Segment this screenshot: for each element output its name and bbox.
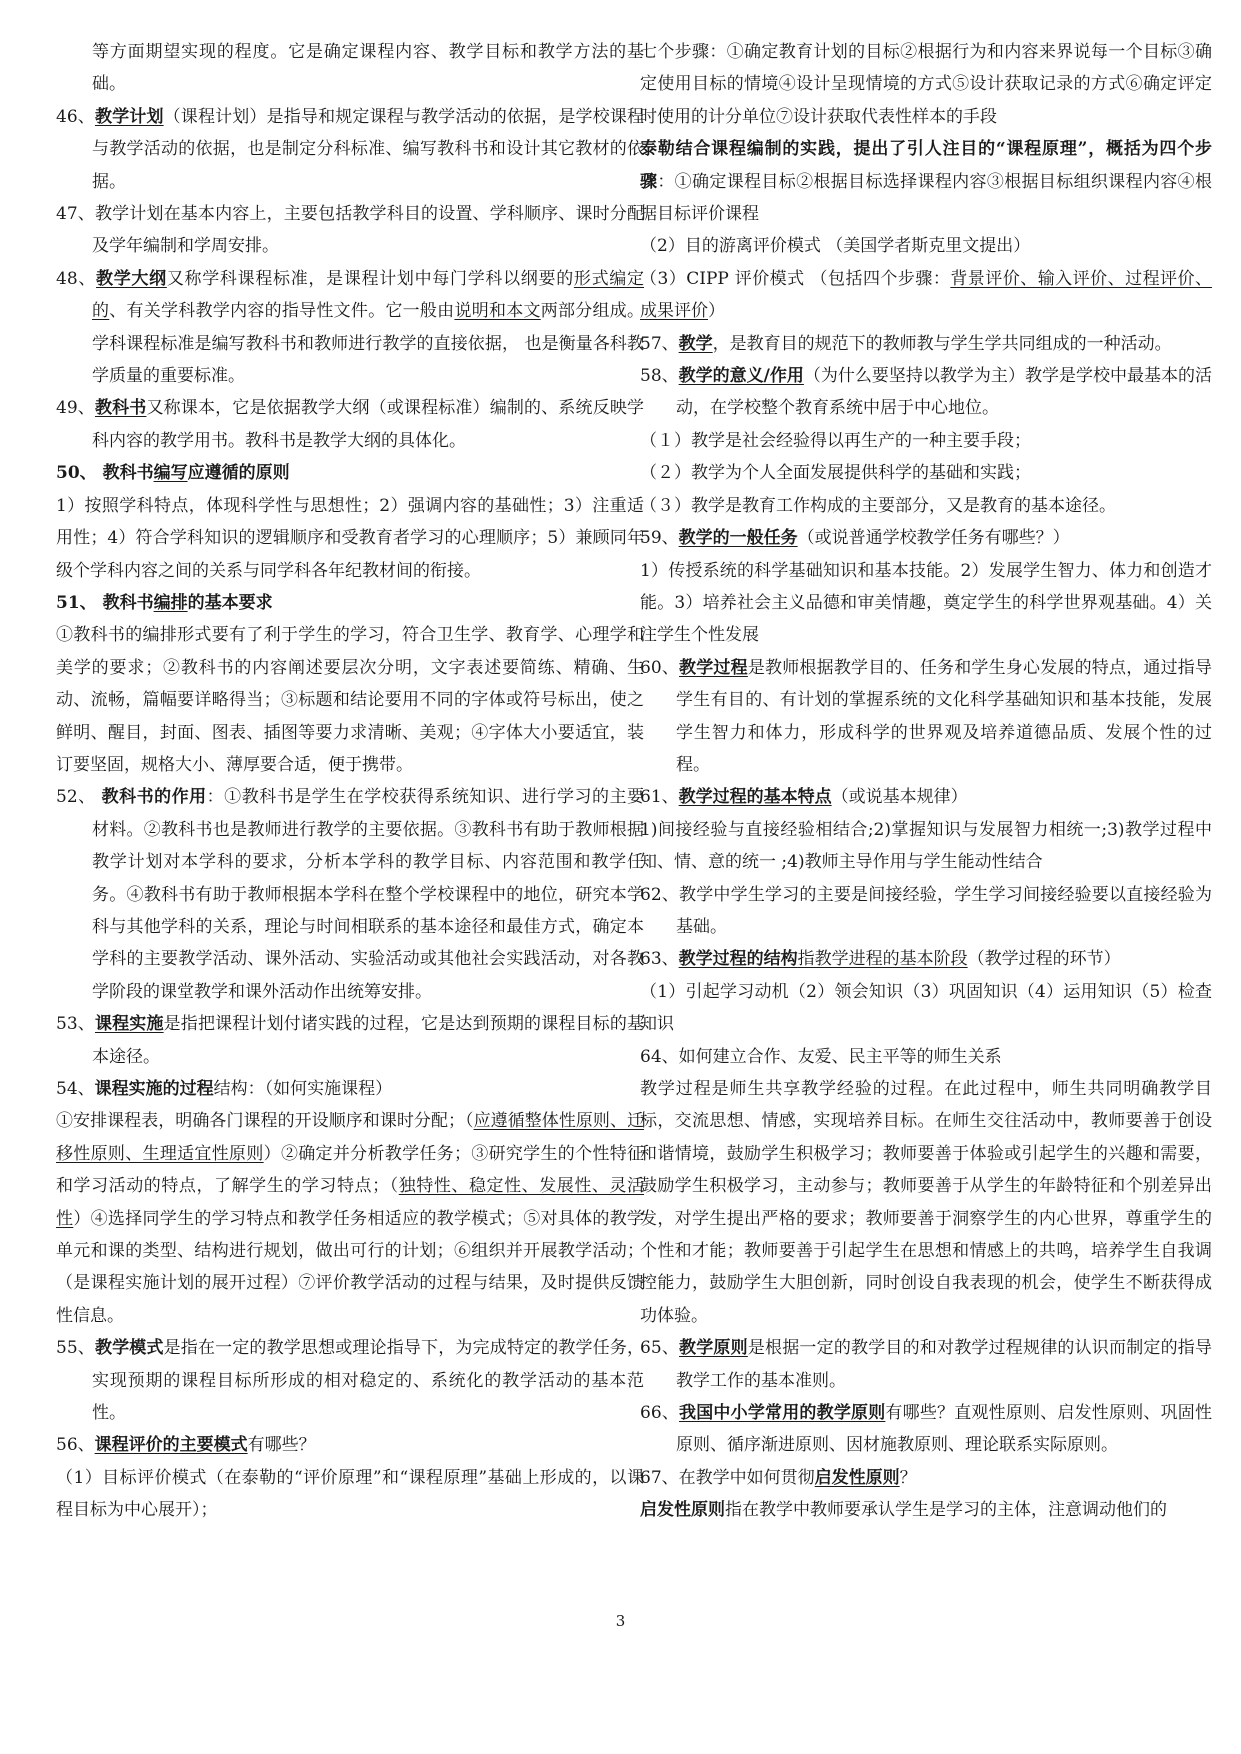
bold-term: 的基本要求 <box>187 592 273 613</box>
text-run: （２）教学为个人全面发展提供科学的基础和实践； <box>640 463 1031 484</box>
bold-term: 课程评价的主要模式 <box>94 1435 248 1456</box>
text-run: 64、如何建立合作、友爱、民主平等的师生关系 <box>640 1046 1002 1067</box>
text-run: （2）目的游离评价模式 （美国学者斯克里文提出） <box>640 236 1031 257</box>
paragraph <box>640 36 1212 133</box>
text-run: 1)间接经验与直接经验相结合;2)掌握知识与发展智力相统一;3)教学过程中知、情、意的统一 ;4)教师主导作用与学生能动性结合 <box>640 819 1212 873</box>
paragraph <box>640 328 1212 360</box>
text-run: 65、 <box>640 1338 680 1359</box>
text-run: 是指在一定的教学思想或理论指导下，为完成特定的教学任务，实现预期的课程目标所形成的相对稳定的、系统化的教学活动的基本范性。 <box>92 1338 645 1424</box>
paragraph <box>56 490 644 587</box>
text-run: 是指把课程计划付诸实践的过程，它是达到预期的课程目标的基本途径。 <box>92 1014 645 1067</box>
text-run: 、有关学科教学内容的指导性文件。它一般由 <box>109 301 455 322</box>
text-run: ？ <box>899 1467 917 1488</box>
paragraph <box>56 392 644 457</box>
paragraph <box>640 133 1212 230</box>
text-run: 1）按照学科特点，体现科学性与思想性；2）强调内容的基础性；3）注重适用性；4）符合学科知识的逻辑顺序和受教育者学习的心理顺序；5）兼顾同年级个学科内容之间的关系与同学科各年纪教材间的衔接。 <box>56 495 644 581</box>
text-run: 57、 <box>640 333 679 354</box>
text-run: 教学过程是师生共享教学经验的过程。在此过程中，师生共同明确教学目标，交流思想、情感，实现培养目标。在师生交往活动中，教师要善于创设和谐情境，鼓励学生积极学习；教师要善于体验或引起学生的兴趣和需要，鼓励学生积极学习，主动参与；教师要善于从学生的年龄特征和个别差异出发，对学生提出严格的要求；教师要善于洞察学生的内心世界，尊重学生的个性和才能；教师要善于引起学生在思想和情感上的共鸣，培养学生自我调控能力，鼓励学生大胆创新，同时创设自我表现的机会，使学生不断获得成功体验。 <box>640 1079 1212 1326</box>
text-run: 指教学进程的基本阶段 <box>797 949 968 970</box>
page-number: 3 <box>615 1612 626 1630</box>
text-run: 指在教学中教师要承认学生是学习的主体，注意调动他们的 <box>725 1500 1167 1521</box>
text-run: 形式编定的 <box>92 268 645 322</box>
text-run: 又称学科课程标准，是课程计划中每门学科以纲要的 <box>166 268 574 289</box>
text-run: 背景评价、输入评价、过程评价、成果评价 <box>640 268 1212 322</box>
paragraph <box>56 101 644 198</box>
paragraph <box>640 457 1212 489</box>
text-run: （1）目标评价模式（在泰勒的“评价原理”和“课程原理”基础上形成的，以课程目标为中心展开）； <box>56 1467 644 1521</box>
bold-term: 教学大纲 <box>96 268 167 289</box>
text-run: 七个步骤：①确定教育计划的目标②根据行为和内容来界说每一个目标③确定使用目标的情境④设计呈现情境的方式⑤设计获取记录的方式⑥确定评定时使用的计分单位⑦设计获取代表性样本的手段 <box>640 42 1212 127</box>
text-run: 53、 <box>56 1014 95 1035</box>
paragraph <box>640 814 1212 879</box>
bold-term: 教科书的作用 <box>101 787 207 808</box>
bold-term: 教学过程的基本特点 <box>678 787 832 808</box>
paragraph <box>640 879 1212 944</box>
text-run: 59、 <box>640 528 679 549</box>
text-run: 等方面期望实现的程度。它是确定课程内容、教学目标和教学方法的基础。 <box>92 42 644 95</box>
text-run: 有哪些？直观性原则、启发性原则、巩固性原则、循序渐进原则、因材施教原则、理论联系实际原则。 <box>676 1403 1212 1456</box>
text-run: （或说基本规律） <box>831 787 968 808</box>
paragraph <box>640 781 1212 813</box>
bold-term: 教学的一般任务 <box>678 528 798 549</box>
text-run: 46、 <box>56 106 95 127</box>
paragraph <box>640 360 1212 425</box>
text-run: 说明和本文 <box>454 301 541 322</box>
paragraph <box>640 490 1212 522</box>
paragraph <box>56 1073 644 1105</box>
text-run: 58、 <box>640 366 679 387</box>
paragraph <box>56 781 644 1008</box>
bold-term: 教学过程的结构 <box>678 949 798 970</box>
paragraph <box>56 198 644 263</box>
paragraph <box>56 619 644 781</box>
paragraph <box>56 1105 644 1332</box>
text-run: 又称课本，它是依据教学大纲（或课程标准）编制的、系统反映学科内容的教学用书。教科书是教学大纲的具体化。 <box>92 398 645 451</box>
bold-term: 编排 <box>153 592 188 613</box>
text-run: （３）教学是教育工作构成的主要部分，又是教育的基本途径。 <box>640 495 1116 516</box>
bold-term: 教学原则 <box>679 1338 748 1359</box>
paragraph <box>56 1429 644 1461</box>
paragraph <box>56 36 644 101</box>
bold-term: 教学的意义/作用 <box>678 366 804 387</box>
bold-term: 课程实施 <box>94 1014 164 1035</box>
text-run: ：①确定课程目标②根据目标选择课程内容③根据目标组织课程内容④根据目标评价课程 <box>640 171 1212 225</box>
text-run: （1）引起学习动机（2）领会知识（3）巩固知识（4）运用知识（5）检查知识 <box>640 981 1212 1035</box>
text-run: （3）CIPP 评价模式 （包括四个步骤： <box>640 268 951 289</box>
paragraph <box>56 1332 644 1429</box>
bold-term: 泰勒结合课程编制的实践，提出了引人注目的“课程原理”，概括为四个步骤 <box>640 139 1212 192</box>
text-run: 两部分组成。学科课程标准是编写教科书和教师进行教学的直接依据， 也是衡量各科教学质量的重要标准。 <box>92 301 645 387</box>
bold-term: 应遵循的原则 <box>187 463 290 484</box>
paragraph <box>640 555 1212 652</box>
text-run: 47、教学计划在基本内容上，主要包括教学科目的设置、学科顺序、课时分配及学年编制和学周安排。 <box>56 204 644 257</box>
bold-term: 教学过程 <box>679 657 748 678</box>
bold-term: 启发性原则 <box>640 1500 725 1521</box>
paragraph <box>640 230 1212 262</box>
text-run: 是教师根据教学目的、任务和学生身心发展的特点，通过指导学生有目的、有计划的掌握系统的文化科学基础知识和基本技能，发展学生智力和体力，形成科学的世界观及培养道德品质、发展个性的过程。 <box>676 657 1212 775</box>
text-run: 结构：（如何实施课程） <box>213 1079 393 1099</box>
text-run: 48、 <box>56 268 97 289</box>
paragraph <box>640 1397 1212 1462</box>
text-run: （或说普通学校教学任务有哪些？） <box>797 528 1070 549</box>
text-run: 49、 <box>56 398 95 419</box>
text-run: 67、在教学中如何贯彻 <box>640 1467 815 1488</box>
paragraph <box>56 1462 644 1527</box>
right-column <box>640 36 1212 1527</box>
text-run: 62、教学中学生学习的主要是间接经验，学生学习间接经验要以直接经验为基础。 <box>640 884 1212 937</box>
paragraph <box>56 587 644 619</box>
bold-term: 50、 教科书 <box>56 463 154 484</box>
bold-term: 51、 教科书 <box>56 592 154 613</box>
bold-term: 编写 <box>153 463 188 484</box>
paragraph <box>640 1462 1212 1494</box>
text-run: 独特性、稳定性、发展性、灵活性 <box>56 1176 645 1229</box>
text-run: ：①教科书是学生在学校获得系统知识、进行学习的主要材料。②教科书也是教师进行教学的主要依据。③教科书有助于教师根据教学计划对本学科的要求，分析本学科的教学目标、内容范围和教学任务。④教科书有助于教师根据本学科在整个学校课程中的地位，研究本学科与其他学科的关系，理论与时间相联系的基本途径和最佳方式，确定本学科的主要教学活动、课外活动、实验活动或其他社会实践活动，对各教学阶段的课堂教学和课外活动作出统筹安排。 <box>92 787 645 1002</box>
bold-term: 我国中小学常用的教学原则 <box>679 1403 886 1424</box>
text-run: 应遵循整体性原则、迁移性原则、生理适宜性原则 <box>56 1111 645 1164</box>
text-run: ）②确定并分析教学任务；③研究学生的个性特征和学习活动的特点，了解学生的学习特点；（ <box>56 1143 645 1197</box>
paragraph <box>640 652 1212 782</box>
text-run: 56、 <box>56 1435 95 1456</box>
text-run: ，是教育目的规范下的教师教与学生学共同组成的一种活动。 <box>712 333 1172 354</box>
text-run: 63、 <box>640 949 679 970</box>
bold-term: 教学 <box>678 333 713 354</box>
paragraph <box>640 1494 1212 1526</box>
bold-term: 教学模式 <box>94 1338 164 1359</box>
paragraph <box>640 1073 1212 1332</box>
paragraph <box>640 1041 1212 1073</box>
paragraph <box>640 425 1212 457</box>
text-run: 66、 <box>640 1403 680 1424</box>
text-run: 60、 <box>640 657 680 678</box>
text-run: ） <box>708 301 725 322</box>
text-run: 有哪些？ <box>247 1435 316 1456</box>
paragraph <box>56 263 644 393</box>
text-run: 61、 <box>640 787 679 808</box>
text-run: 是根据一定的教学目的和对教学过程规律的认识而制定的指导教学工作的基本准则。 <box>676 1338 1212 1391</box>
paragraph <box>640 263 1212 328</box>
text-run: 54、 <box>56 1079 95 1099</box>
text-run: 1）传授系统的科学基础知识和基本技能。2）发展学生智力、体力和创造才能。3）培养社会主义品德和审美情趣，奠定学生的科学世界观基础。4）关注学生个性发展 <box>640 560 1212 646</box>
text-run: （课程计划）是指导和规定课程与教学活动的依据，是学校课程与教学活动的依据，也是制定分科标准、编写教科书和设计其它教材的依据。 <box>92 106 645 192</box>
paragraph <box>640 522 1212 554</box>
text-run: ①安排课程表，明确各门课程的开设顺序和课时分配；（ <box>56 1111 474 1132</box>
bold-term: 教科书 <box>94 398 147 419</box>
paragraph <box>640 976 1212 1041</box>
text-run: ）④选择同学生的学习特点和教学任务相适应的教学模式；⑤对具体的教学单元和课的类型、结构进行规划，做出可行的计划；⑥组织并开展教学活动；（是课程实施计划的展开过程）⑦评价教学活动的过程与结果，及时提供反馈性信息。 <box>56 1208 645 1326</box>
bold-term: 教学计划 <box>94 106 164 127</box>
paragraph <box>640 1332 1212 1397</box>
paragraph <box>56 1008 644 1073</box>
bold-term: 启发性原则 <box>814 1467 900 1488</box>
text-run: ①教科书的编排形式要有了利于学生的学习，符合卫生学、教育学、心理学和美学的要求；②教科书的内容阐述要层次分明，文字表述要简练、精确、生动、流畅，篇幅要详略得当；③标题和结论要用不同的字体或符号标出，使之鲜明、醒目，封面、图表、插图等要力求清晰、美观；④字体大小要适宜，装订要坚固，规格大小、薄厚要合适，便于携带。 <box>56 625 644 775</box>
paragraph <box>640 943 1212 975</box>
bold-term: 课程实施的过程 <box>94 1079 214 1099</box>
text-run: 52、 <box>56 787 102 808</box>
text-run: （教学过程的环节） <box>967 949 1121 970</box>
text-run: 55、 <box>56 1338 95 1359</box>
left-column <box>56 36 644 1527</box>
text-run: （１）教学是社会经验得以再生产的一种主要手段； <box>640 430 1031 451</box>
text-run: （为什么要坚持以教学为主）教学是学校中最基本的活动，在学校整个教育系统中居于中心地位。 <box>676 366 1212 419</box>
paragraph <box>56 457 644 489</box>
